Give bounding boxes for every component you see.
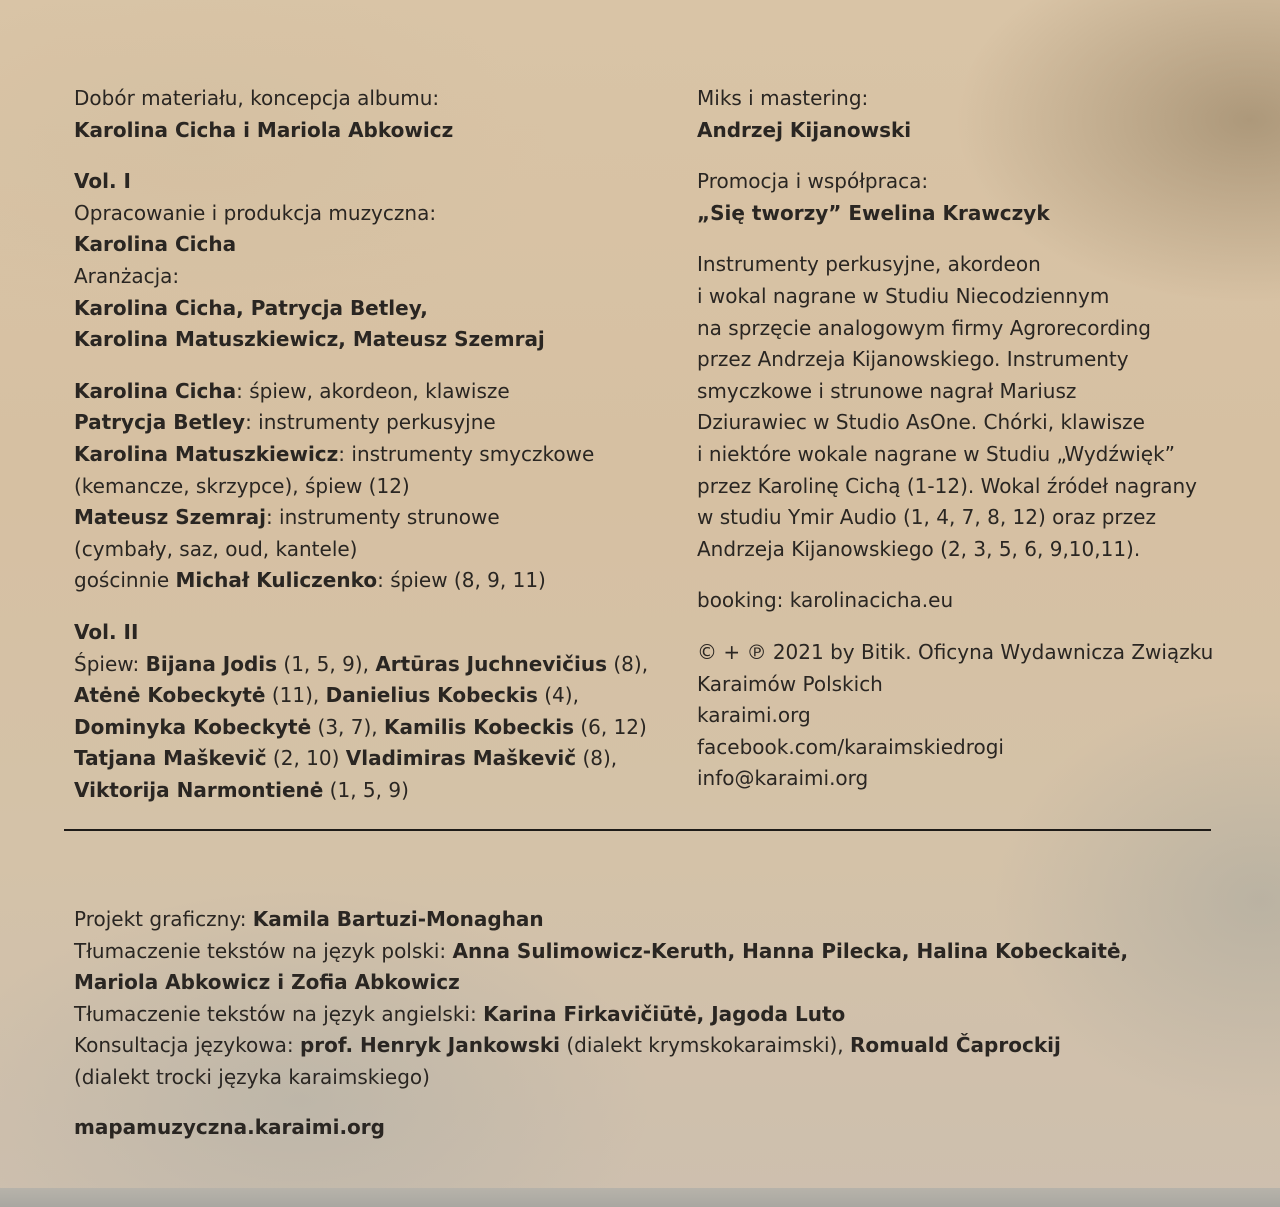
singer-name: Artūras Juchnevičius [375, 651, 608, 676]
credits-section [74, 904, 1254, 1094]
design-line [74, 904, 1254, 936]
promo-label: Promocja i współpraca: [697, 169, 929, 194]
promo-name: „Się tworzy” Ewelina Krawczyk [697, 200, 1050, 225]
singer-tracks: (8), [576, 746, 618, 771]
singer-tracks: (4), [537, 683, 579, 708]
singing-label: Śpiew: [74, 651, 146, 676]
divider [64, 829, 1211, 831]
musician-line [74, 376, 674, 408]
consult-note-cont: (dialekt trocki języka karaimskiego) [74, 1064, 430, 1089]
singer-tracks: (2, 10) [266, 746, 346, 771]
singer-tracks: (11), [265, 683, 326, 708]
pl-translation-line [74, 936, 1254, 968]
singer-name: Danielius Kobeckis [325, 683, 538, 708]
guest-name: Michał Kuliczenko [175, 568, 378, 593]
arrangement-line: Karolina Cicha, Patrycja Betley, [74, 295, 428, 320]
singer-name: Dominyka Kobeckytė [74, 714, 312, 739]
musician-line [74, 502, 674, 534]
recording-line: Instrumenty perkusyjne, akordeon [697, 252, 1041, 277]
singer-tracks: (3, 7), [311, 714, 385, 739]
recording-line: Andrzeja Kijanowskiego (2, 3, 5, 6, 9,10,11). [697, 536, 1141, 561]
recording-line: w studiu Ymir Audio (1, 4, 7, 8, 12) oraz przez [697, 505, 1156, 530]
selection-label: Dobór materiału, koncepcja albumu: [74, 86, 440, 110]
consult-name: prof. Henryk Jankowski [299, 1033, 560, 1058]
singer-tracks: (6, 12) [573, 714, 647, 739]
en-translation-line [74, 999, 1254, 1031]
musician-role-cont: (kemancze, skrzypce), śpiew (12) [74, 473, 410, 498]
recording-line: smyczkowe i strunowe nagrał Mariusz [697, 378, 1077, 403]
consult-label: Konsultacja językowa: [74, 1033, 300, 1058]
guest-prefix: gościnnie [74, 568, 176, 593]
vol1-title: Vol. I [74, 169, 131, 194]
consult-note: (dialekt krymskokaraimski), [559, 1033, 851, 1058]
mix-name: Andrzej Kijanowski [697, 117, 912, 142]
singer-name: Kamilis Kobeckis [384, 714, 574, 739]
left-column [74, 83, 674, 806]
singer-name: Atėnė Kobeckytė [74, 683, 266, 708]
musician-name: Karolina Matuszkiewicz [74, 441, 339, 466]
pl-names-cont: Mariola Abkowicz i Zofia Abkowicz [74, 970, 460, 995]
singers-line [74, 775, 674, 807]
musician-role: : instrumenty perkusyjne [245, 410, 496, 435]
copyright-line: © + ℗ 2021 by Bitik. Oficyna Wydawnicza Związku [697, 639, 1214, 664]
singer-name: Tatjana Maškevič [74, 746, 267, 771]
musician-name: Mateusz Szemraj [74, 505, 266, 530]
consult-name: Romuald Čaprockij [850, 1033, 1061, 1058]
singer-tracks: (1, 5, 9) [323, 777, 409, 802]
singers-line [74, 649, 674, 681]
musician-name: Patrycja Betley [74, 410, 246, 435]
singers-line [74, 712, 674, 744]
production-name: Karolina Cicha [74, 232, 237, 257]
right-column [697, 83, 1257, 795]
musician-role: : instrumenty strunowe [265, 505, 500, 530]
project-website-link[interactable]: mapamuzyczna.karaimi.org [74, 1115, 385, 1139]
website-link[interactable]: karaimi.org [697, 703, 811, 728]
bottom-edge [0, 1188, 1280, 1207]
recording-line: i wokal nagrane w Studiu Niecodziennym [697, 283, 1110, 308]
musician-role: : śpiew, akordeon, klawisze [236, 378, 510, 403]
singer-name: Vladimiras Maškevič [345, 746, 577, 771]
guest-role: : śpiew (8, 9, 11) [377, 568, 546, 593]
musician-role-cont: (cymbały, saz, oud, kantele) [74, 536, 358, 561]
singer-name: Viktorija Narmontienė [74, 777, 324, 802]
facebook-link[interactable]: facebook.com/karaimskiedrogi [697, 734, 1004, 759]
musician-name: Karolina Cicha [74, 378, 237, 403]
recording-line: na sprzęcie analogowym firmy Agrorecording [697, 315, 1151, 340]
production-label: Opracowanie i produkcja muzyczna: [74, 200, 437, 225]
guest-line [74, 565, 674, 597]
vol2-title: Vol. II [74, 619, 139, 644]
singer-tracks: (1, 5, 9), [277, 651, 376, 676]
design-label: Projekt graficzny: [74, 907, 253, 931]
arrangement-label: Aranżacja: [74, 263, 180, 288]
recording-line: przez Karolinę Cichą (1-12). Wokal źródeł nagrany [697, 473, 1197, 498]
mix-label: Miks i mastering: [697, 86, 869, 110]
en-label: Tłumaczenie tekstów na język angielski: [74, 1001, 484, 1026]
email-link[interactable]: info@karaimi.org [697, 766, 869, 791]
singer-tracks: (8), [607, 651, 649, 676]
musician-line [74, 439, 674, 471]
publisher-line: Karaimów Polskich [697, 671, 883, 696]
recording-line: przez Andrzeja Kijanowskiego. Instrumenty [697, 347, 1129, 372]
design-name: Kamila Bartuzi-Monaghan [252, 907, 544, 931]
singers-line [74, 743, 674, 775]
singers-line [74, 680, 674, 712]
musician-role: : instrumenty smyczkowe [338, 441, 595, 466]
pl-label: Tłumaczenie tekstów na język polski: [74, 938, 453, 963]
consult-line [74, 1030, 1254, 1062]
singer-name: Bijana Jodis [145, 651, 278, 676]
arrangement-line: Karolina Matuszkiewicz, Mateusz Szemraj [74, 327, 545, 352]
recording-line: i niektóre wokale nagrane w Studiu „Wydźwięk” [697, 441, 1176, 466]
selection-names: Karolina Cicha i Mariola Abkowicz [74, 117, 454, 142]
pl-names: Anna Sulimowicz-Keruth, Hanna Pilecka, Halina Kobeckaitė, [452, 938, 1129, 963]
musician-line [74, 407, 674, 439]
en-names: Karina Firkavičiūtė, Jagoda Luto [483, 1001, 846, 1026]
recording-line: Dziurawiec w Studio AsOne. Chórki, klawisze [697, 410, 1145, 435]
booking-line: booking: karolinacicha.eu [697, 588, 954, 613]
